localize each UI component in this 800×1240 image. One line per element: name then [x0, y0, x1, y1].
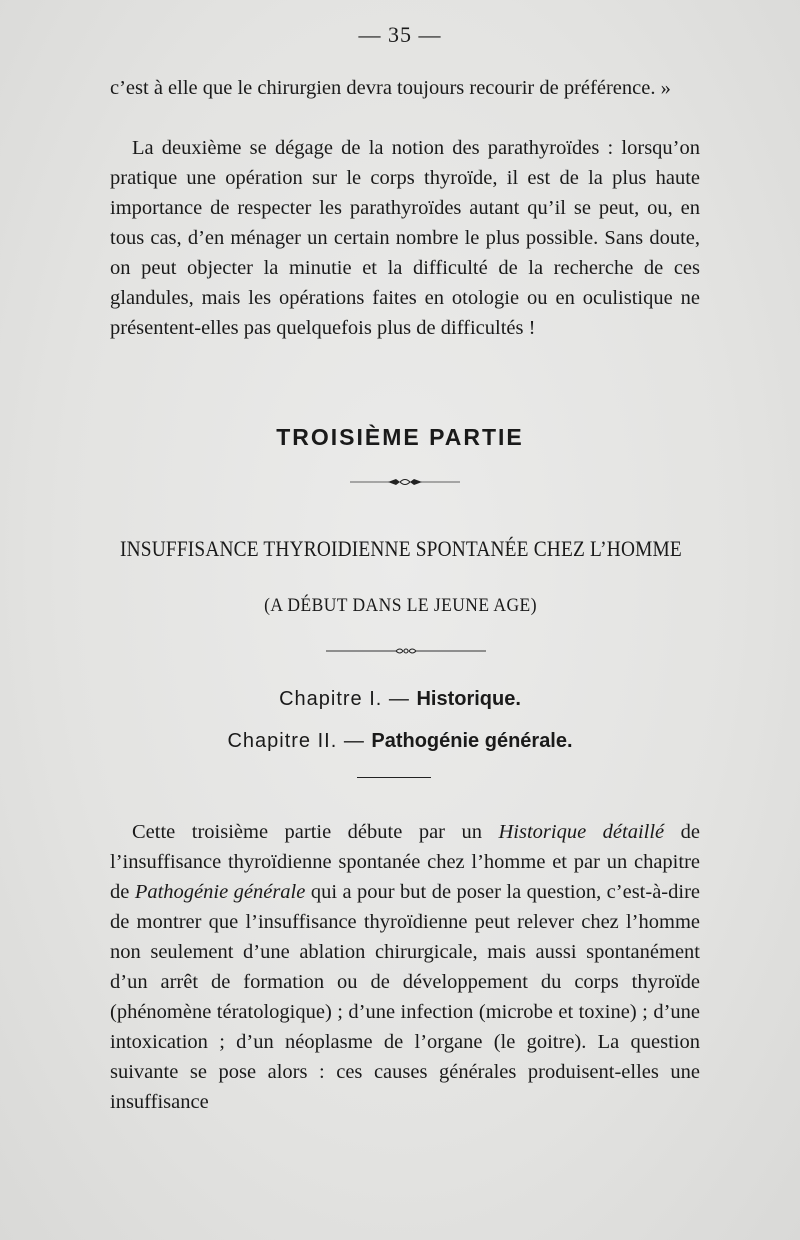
- chapter-1-number: Chapitre I. —: [279, 688, 417, 710]
- paragraph-3-part-e: qui a pour but de poser la question, c’est-à-dire de montrer que l’insuffisance thyroïdienne peut relever chez l’homme non seulement d’une ablation chirurgicale, mais aussi spontanément d’un arrêt de formation ou de développement du corps thyroïde (phénomène tératologique) ; d’une infection (microbe et toxine) ; d’une intoxication ; d’un néoplasme de l’organe (le goitre). La question suivante se pose alors : ces causes générales produisent-elles une insuffisance: [110, 881, 700, 1113]
- paragraph-2: [110, 133, 700, 343]
- horizontal-rule: [357, 777, 431, 778]
- ornament-divider-top: [350, 477, 460, 487]
- section-main-title: INSUFFISANCE THYROIDIENNE SPONTANÉE CHEZ L’HOMME: [120, 536, 682, 561]
- ornament-divider-bottom: [326, 646, 486, 656]
- page-number: — 35 —: [358, 22, 442, 47]
- paragraph-2-text: La deuxième se dégage de la notion des parathyroïdes : lorsqu’on pratique une opération sur le corps thyroïde, il est de la plus haute importance de respecter les parathyroïdes autant qu’il se peut, ou, en tous cas, d’en ménager un certain nombre le plus possible. Sans doute, on peut objecter la minutie et la difficulté de la recherche de ces glandules, mais les opérations faites en otologie ou en oculistique ne présentent-elles pas quelquefois plus de difficultés !: [110, 137, 700, 339]
- part-title: TROISIÈME PARTIE: [276, 424, 524, 450]
- paragraph-3-emphasis-historique: Historique détaillé: [498, 821, 665, 843]
- chapter-1-name: Historique.: [416, 688, 521, 710]
- section-sub-title: (A DÉBUT DANS LE JEUNE AGE): [264, 595, 537, 616]
- chapter-2-name: Pathogénie générale.: [371, 730, 573, 752]
- paragraph-3-part-a: Cette troisième partie débute par un: [132, 821, 499, 843]
- paragraph-3-part-c: de l’insuffisance thyroïdienne spontanée chez l’homme et par un chapitre de: [110, 821, 700, 903]
- paragraph-1-text: c’est à elle que le chirurgien devra toujours recourir de préférence. »: [110, 77, 671, 99]
- paragraph-3-text: [110, 817, 700, 1117]
- chapter-2-number: Chapitre II. —: [227, 730, 372, 752]
- paragraph-3: [110, 817, 700, 1117]
- chapter-heading-2: [0, 730, 800, 753]
- paragraph-3-emphasis-pathogenie: Pathogénie générale: [134, 881, 306, 903]
- paragraph-1: [110, 73, 700, 103]
- chapter-heading-1: [0, 688, 800, 711]
